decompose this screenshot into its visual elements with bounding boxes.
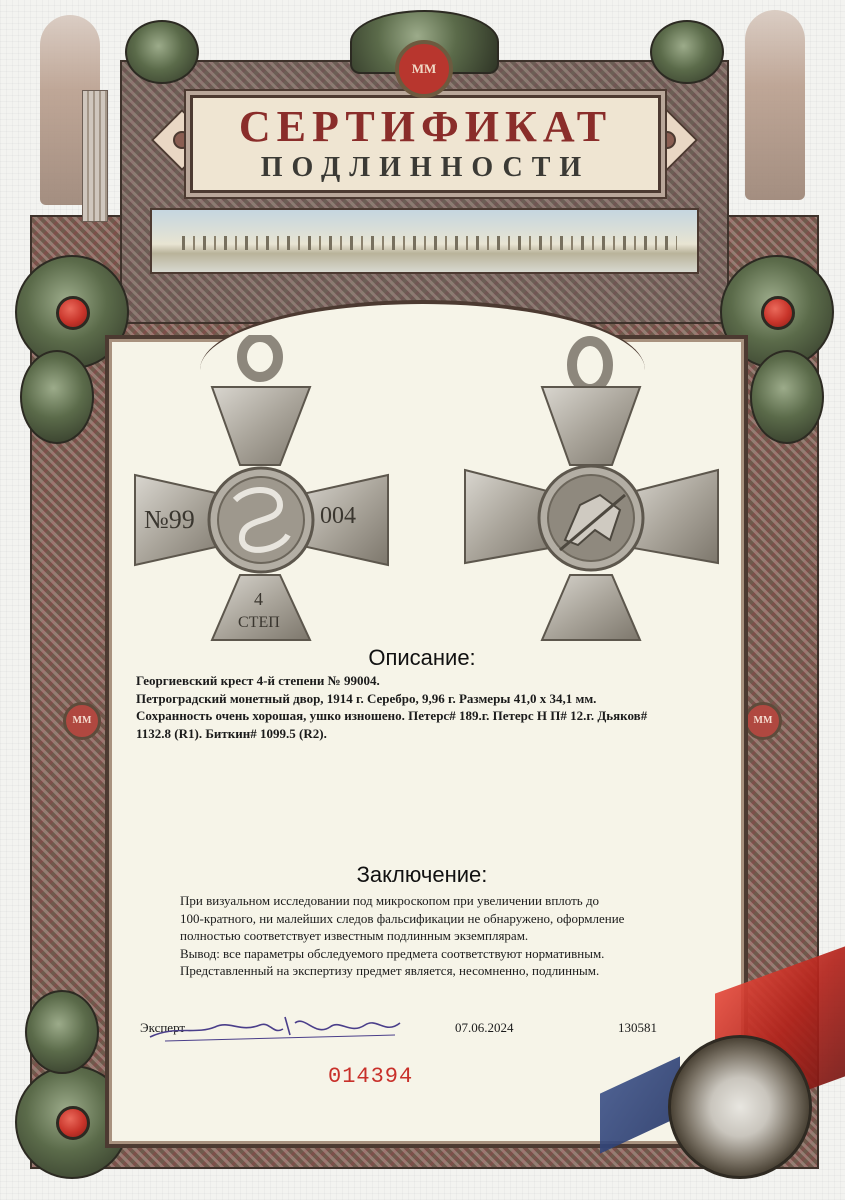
expert-label: Эксперт bbox=[140, 1020, 186, 1035]
ornament-left-middle bbox=[20, 350, 94, 444]
city-panorama bbox=[150, 208, 699, 274]
cross-lower-text: СТЕП bbox=[238, 614, 280, 631]
cross-left-arm-text: №99 bbox=[144, 505, 195, 534]
certificate-title: СЕРТИФИКАТ bbox=[238, 102, 613, 151]
title-plaque bbox=[190, 95, 661, 193]
side-logo-right: ММ bbox=[744, 702, 782, 740]
allegorical-figure-right bbox=[745, 10, 805, 200]
cross-obverse-image bbox=[130, 335, 395, 650]
conclusion-line: При визуальном исследовании под микроскопом при увеличении вплоть до bbox=[180, 893, 600, 908]
cross-reverse-image bbox=[460, 335, 725, 650]
description-heading: Описание: bbox=[368, 645, 476, 670]
description-text bbox=[136, 672, 711, 742]
expert-signature bbox=[145, 1005, 415, 1045]
red-stud-top-right bbox=[761, 296, 795, 330]
description-line: Петроградский монетный двор, 1914 г. Серебро, 9,96 г. Размеры 41,0 х 34,1 мм. bbox=[136, 690, 597, 706]
conclusion-line: 100-кратного, ни малейших следов фальсификации не обнаружено, оформление bbox=[180, 910, 625, 926]
ornament-right-middle bbox=[750, 350, 824, 444]
serial-number: 014394 bbox=[328, 1064, 414, 1089]
hologram-seal bbox=[668, 1035, 812, 1179]
ornament-top-right-scroll bbox=[650, 20, 724, 84]
certificate-number: 130581 bbox=[618, 1020, 657, 1035]
side-logo-left: ММ bbox=[63, 702, 101, 740]
certificate-subtitle: ПОДЛИННОСТИ bbox=[260, 152, 591, 183]
conclusion-text bbox=[180, 892, 700, 980]
red-stud-top-left bbox=[56, 296, 90, 330]
conclusion-line: полностью соответствует известным подлинным экземплярам. bbox=[180, 928, 529, 943]
cross-lower-number: 4 bbox=[254, 589, 263, 609]
mm-logo: ММ bbox=[395, 40, 453, 98]
cross-right-arm-text: 004 bbox=[320, 503, 356, 529]
conclusion-line: Вывод: все параметры обследуемого предмета соответствуют нормативным. bbox=[180, 945, 605, 961]
red-stud-bottom-left bbox=[56, 1106, 90, 1140]
ornament-top-left-scroll bbox=[125, 20, 199, 84]
ornament-side-left bbox=[25, 990, 99, 1074]
conclusion-line: Представленный на экспертизу предмет является, несомненно, подлинным. bbox=[180, 963, 600, 978]
description-line: 1132.8 (R1). Биткин# 1099.5 (R2). bbox=[136, 725, 327, 741]
column-left bbox=[82, 90, 108, 222]
description-line: Георгиевский крест 4-й степени № 99004. bbox=[136, 673, 380, 688]
description-line: Сохранность очень хорошая, ушко изношено. Петерс# 189.г. Петерс Н П# 12.г. Дьяков# bbox=[136, 708, 648, 723]
expertise-date: 07.06.2024 bbox=[455, 1020, 514, 1035]
conclusion-heading: Заключение: bbox=[356, 862, 488, 887]
